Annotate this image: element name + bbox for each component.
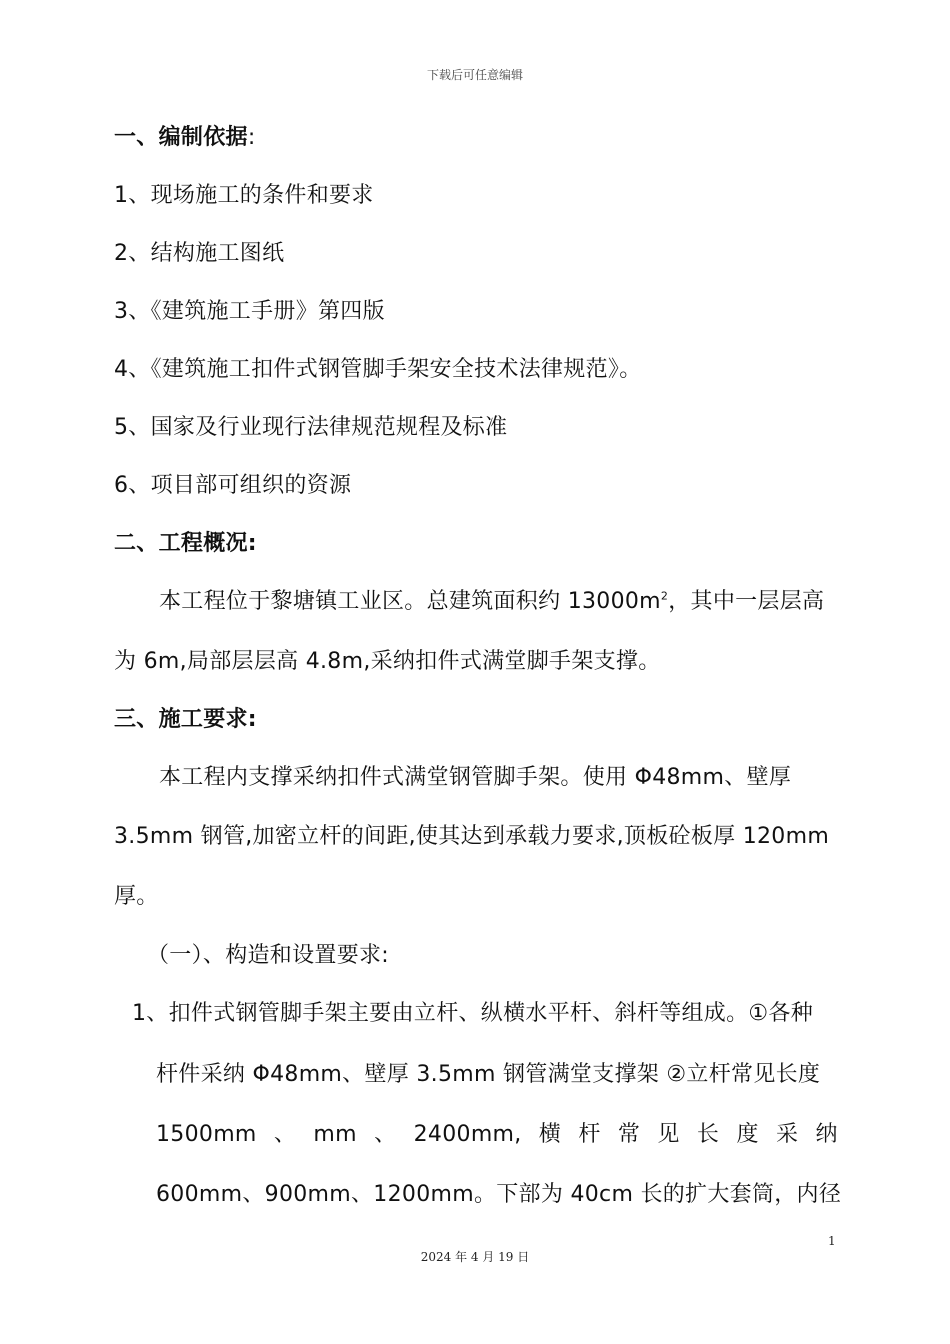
section-heading-basis-text: 一、编制依据 bbox=[114, 125, 248, 150]
overview-paragraph-line-2: 为 6m,局部层层高 4.8m,采纳扣件式满堂脚手架支撑。 bbox=[114, 649, 661, 674]
text-char: 常 bbox=[617, 1122, 641, 1147]
text-char: 横 bbox=[538, 1122, 562, 1147]
basis-item-5: 5、国家及行业现行法律规范规程及标准 bbox=[114, 415, 508, 440]
section-heading-requirements: 三、施工要求: bbox=[114, 707, 257, 732]
text-char: 度 bbox=[736, 1122, 759, 1147]
separator: 、 bbox=[273, 1122, 297, 1147]
text-char: 长 bbox=[696, 1122, 720, 1147]
header-note: 下载后可任意编辑 bbox=[426, 68, 523, 82]
basis-item-4: 4、《建筑施工扣件式钢管脚手架安全技术法律规范》。 bbox=[114, 357, 642, 382]
length-value: 1500mm bbox=[156, 1122, 257, 1147]
separator: 、 bbox=[374, 1122, 397, 1147]
construction-item-1-line-4: 600mm、900mm、1200mm。下部为 40cm 长的扩大套筒，内径 bbox=[156, 1182, 842, 1207]
overview-text-suffix: ，其中一层层高 bbox=[668, 589, 825, 614]
text-char: 纳 bbox=[815, 1122, 838, 1147]
length-value: mm bbox=[313, 1122, 357, 1147]
page-number: 1 bbox=[828, 1234, 836, 1248]
footer-date: 2024 年 4 月 19 日 bbox=[420, 1250, 530, 1264]
length-value: 2400mm, bbox=[413, 1122, 522, 1147]
construction-item-1-line-2: 杆件采纳 Φ48mm、壁厚 3.5mm 钢管满堂支撑架 ②立杆常见长度 bbox=[156, 1062, 821, 1087]
text-char: 杆 bbox=[578, 1122, 601, 1147]
section-heading-overview: 二、工程概况: bbox=[114, 531, 257, 556]
text-char: 见 bbox=[657, 1122, 680, 1147]
overview-text-prefix: 本工程位于黎塘镇工业区。总建筑面积约 13000m bbox=[159, 589, 661, 614]
basis-item-6: 6、项目部可组织的资源 bbox=[114, 473, 352, 498]
requirements-paragraph-line-2: 3.5mm 钢管,加密立杆的间距,使其达到承载力要求,顶板砼板厚 120mm bbox=[114, 824, 830, 849]
construction-item-1-line-1: 1、扣件式钢管脚手架主要由立杆、纵横水平杆、斜杆等组成。①各种 bbox=[132, 1001, 814, 1026]
subsection-heading-construction: （一）、构造和设置要求: bbox=[147, 943, 390, 968]
basis-item-2: 2、结构施工图纸 bbox=[114, 241, 285, 266]
overview-paragraph-line-1 bbox=[159, 587, 838, 617]
requirements-paragraph-line-1: 本工程内支撑采纳扣件式满堂钢管脚手架。使用 Φ48mm、壁厚 bbox=[159, 765, 792, 790]
superscript-2: 2 bbox=[660, 589, 669, 603]
basis-item-1: 1、现场施工的条件和要求 bbox=[114, 183, 374, 208]
text-char: 采 bbox=[775, 1122, 799, 1147]
requirements-paragraph-line-3: 厚。 bbox=[114, 884, 159, 909]
section-heading-basis-colon: : bbox=[247, 125, 256, 150]
basis-item-3: 3、《建筑施工手册》第四版 bbox=[114, 299, 385, 324]
section-heading-basis bbox=[114, 123, 838, 153]
construction-item-1-line-3 bbox=[156, 1120, 838, 1150]
